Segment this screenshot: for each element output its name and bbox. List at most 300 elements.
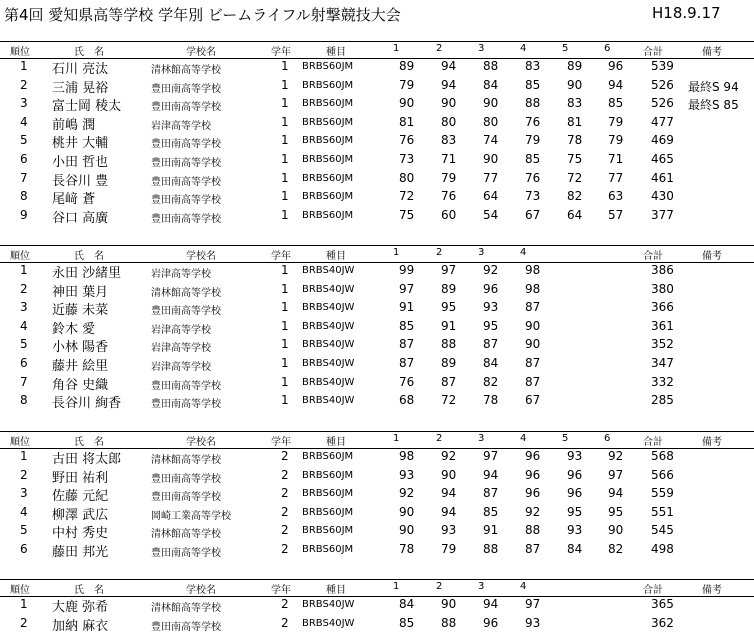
event-cell: BRBS60JM [302,506,354,518]
score-cell-4: 96 [525,449,541,463]
score-cell-3: 54 [483,207,499,222]
rank-cell: 7 [20,374,28,389]
school-cell: 豊田南高等学校 [151,548,221,559]
grade-cell: 1 [281,114,289,129]
score-cell-3: 87 [483,337,499,352]
grade-cell: 2 [281,597,289,611]
score-cell-1: 76 [399,133,415,148]
score-cell-3: 84 [483,356,499,370]
score-cell-3: 64 [483,189,499,204]
score-cell-5: 93 [567,449,583,463]
score-cell-5: 95 [567,504,583,519]
school-cell: 豊田南高等学校 [151,158,221,169]
header-round-4: 4 [520,433,527,444]
total-cell: 545 [651,523,674,538]
rank-cell: 1 [20,263,28,277]
score-cell-6: 71 [608,152,624,166]
header-total: 合計 [643,251,663,262]
name-cell: 近藤 未菜 [52,303,109,319]
event-cell: BRBS60JM [302,116,354,128]
school-cell: 清林館高等学校 [151,455,221,466]
score-cell-2: 90 [441,96,457,111]
score-cell-3: 95 [483,318,499,333]
school-cell: 豊田南高等学校 [151,176,221,188]
grade-cell: 1 [281,133,289,148]
score-cell-2: 93 [441,523,457,538]
header-round-4: 4 [520,581,527,592]
name-cell: 石川 亮汰 [52,62,109,77]
rank-cell: 5 [20,133,28,148]
score-cell-5: 96 [567,486,583,501]
name-cell: 長谷川 絢香 [52,396,122,412]
table-row [0,354,754,372]
score-cell-4: 87 [525,300,541,315]
score-cell-4: 96 [525,486,541,501]
total-cell: 430 [651,189,674,204]
grade-cell: 1 [281,263,289,277]
table-row [0,503,754,521]
header-rank: 順位 [10,251,30,262]
score-cell-5: 81 [567,114,583,129]
header-name: 氏 名 [74,585,104,596]
table-row [0,187,754,208]
score-cell-6: 57 [608,207,624,222]
score-cell-3: 77 [483,170,499,185]
score-cell-4: 97 [525,597,541,611]
header-round-2: 2 [436,247,443,258]
total-cell: 332 [651,374,674,389]
header-note: 備考 [702,585,722,596]
score-cell-4: 88 [525,523,541,538]
header-total: 合計 [643,47,663,58]
school-cell: 豊田南高等学校 [151,380,221,392]
total-cell: 362 [651,615,674,630]
score-cell-6: 95 [608,504,624,519]
score-cell-2: 94 [441,486,457,501]
score-cell-3: 97 [483,449,499,463]
rank-cell: 7 [20,170,28,185]
rank-cell: 8 [20,393,28,408]
header-round-3: 3 [478,433,485,444]
total-cell: 347 [651,356,674,370]
header-rank: 順位 [10,437,30,448]
school-cell: 豊田南高等学校 [151,213,221,225]
score-cell-4: 90 [525,318,541,333]
grade-cell: 1 [281,59,289,73]
score-cell-5: 72 [567,170,583,185]
table-row [0,373,754,391]
score-cell-1: 81 [399,114,415,129]
school-cell: 清林館高等学校 [151,529,221,541]
score-cell-5: 89 [567,59,583,73]
rank-cell: 4 [20,504,28,519]
score-cell-3: 87 [483,486,499,501]
header-round-1: 1 [393,43,400,54]
score-cell-1: 84 [399,597,415,611]
header-round-6: 6 [604,43,611,54]
name-cell: 谷口 高廣 [52,210,109,226]
score-cell-5: 82 [567,189,583,204]
score-cell-3: 78 [483,393,499,408]
score-cell-1: 79 [399,77,415,92]
table-row [0,614,754,632]
total-cell: 526 [651,77,674,92]
score-cell-4: 88 [525,96,541,111]
score-cell-1: 90 [399,96,415,111]
score-cell-5: 83 [567,96,583,111]
grade-cell: 2 [281,486,289,501]
rank-cell: 6 [20,356,28,370]
name-cell: 加納 麻衣 [52,618,109,634]
score-cell-1: 91 [399,300,415,315]
score-cell-4: 76 [525,114,541,129]
school-cell: 豊田南高等学校 [151,473,221,485]
table-row [0,76,754,94]
event-cell: BRBS60JM [302,451,354,462]
total-cell: 380 [651,281,674,296]
header-round-4: 4 [520,247,527,258]
grade-cell: 2 [281,449,289,463]
score-cell-1: 75 [399,207,415,222]
total-cell: 566 [651,467,674,482]
score-cell-4: 98 [525,281,541,296]
table-row [0,466,754,484]
score-cell-6: 94 [608,486,624,501]
school-cell: 豊田南高等学校 [151,139,221,151]
event-cell: BRBS60JM [302,79,354,91]
name-cell: 長谷川 豊 [52,173,109,189]
event-cell: BRBS40JW [302,283,355,295]
score-cell-1: 90 [399,523,415,538]
school-cell: 豊田南高等学校 [151,195,221,207]
event-cell: BRBS40JW [302,302,355,314]
rank-cell: 3 [20,300,28,315]
header-round-3: 3 [478,247,485,258]
table-row [0,521,754,542]
header-round-1: 1 [393,247,400,258]
score-cell-2: 79 [441,170,457,185]
header-round-3: 3 [478,581,485,592]
score-cell-5: 84 [567,542,583,556]
name-cell: 永田 沙緒里 [52,266,122,281]
score-cell-4: 87 [525,356,541,370]
school-cell: 豊田南高等学校 [151,492,221,504]
school-cell: 清林館高等学校 [151,287,221,299]
score-cell-2: 94 [441,77,457,92]
school-cell: 清林館高等学校 [151,65,221,76]
header-grade: 学年 [271,47,291,58]
name-cell: 古田 将太郎 [52,452,122,467]
header-grade: 学年 [271,585,291,596]
rank-cell: 2 [20,615,28,630]
score-cell-3: 91 [483,523,499,538]
table-row [0,335,754,356]
table-row [0,94,754,115]
score-cell-3: 92 [483,263,499,277]
table-row [0,131,754,152]
score-cell-1: 87 [399,337,415,352]
grade-cell: 2 [281,523,289,538]
name-cell: 桃井 大輔 [52,136,109,152]
score-cell-6: 79 [608,133,624,148]
grade-cell: 1 [281,318,289,333]
school-cell: 岩津高等学校 [151,120,211,132]
header-round-4: 4 [520,43,527,54]
score-cell-4: 73 [525,189,541,204]
score-cell-2: 90 [441,467,457,482]
score-cell-1: 80 [399,170,415,185]
header-school: 学校名 [186,251,216,262]
score-cell-2: 72 [441,393,457,408]
table-row [0,169,754,187]
total-cell: 559 [651,486,674,501]
event-cell: BRBS40JW [302,617,355,629]
table-row [0,261,754,279]
score-cell-3: 85 [483,504,499,519]
table-row [0,113,754,131]
header-round-6: 6 [604,433,611,444]
score-cell-6: 77 [608,170,624,185]
grade-cell: 1 [281,356,289,370]
score-cell-1: 85 [399,615,415,630]
header-round-5: 5 [562,433,569,444]
total-cell: 465 [651,152,674,166]
rank-cell: 1 [20,449,28,463]
score-cell-1: 97 [399,281,415,296]
score-cell-1: 73 [399,152,415,166]
total-cell: 365 [651,597,674,611]
score-cell-3: 90 [483,152,499,166]
rank-cell: 5 [20,337,28,352]
rank-cell: 1 [20,597,28,611]
score-cell-4: 85 [525,152,541,166]
score-cell-3: 84 [483,77,499,92]
header-note: 備考 [702,47,722,58]
header-name: 氏 名 [74,47,104,58]
rank-cell: 5 [20,523,28,538]
school-cell: 清林館高等学校 [151,603,221,614]
score-cell-6: 90 [608,523,624,538]
table-row [0,595,754,613]
total-cell: 526 [651,96,674,111]
rank-cell: 6 [20,152,28,166]
score-cell-1: 98 [399,449,415,463]
school-cell: 岩津高等学校 [151,269,211,280]
name-cell: 小田 哲也 [52,155,109,170]
score-cell-3: 88 [483,59,499,73]
event-cell: BRBS40JW [302,265,355,276]
name-cell: 藤井 絵里 [52,359,109,374]
score-cell-2: 94 [441,59,457,73]
name-cell: 柳澤 武広 [52,507,109,523]
event-cell: BRBS60JM [302,135,354,147]
score-cell-3: 96 [483,281,499,296]
event-cell: BRBS60JM [302,172,354,184]
score-cell-3: 94 [483,467,499,482]
header-name: 氏 名 [74,437,104,448]
table-row [0,447,754,465]
school-cell: 岩津高等学校 [151,343,211,355]
score-cell-1: 99 [399,263,415,277]
header-round-2: 2 [436,43,443,54]
score-cell-2: 89 [441,356,457,370]
name-cell: 尾﨑 蒼 [52,192,96,208]
table-row [0,484,754,505]
header-rank: 順位 [10,47,30,58]
header-round-2: 2 [436,433,443,444]
grade-cell: 1 [281,170,289,185]
school-cell: 豊田南高等学校 [151,102,221,114]
score-cell-1: 68 [399,393,415,408]
header-round-5: 5 [562,43,569,54]
score-cell-2: 87 [441,374,457,389]
grade-cell: 1 [281,337,289,352]
table-row [0,57,754,75]
score-cell-1: 87 [399,356,415,370]
header-event: 種目 [326,47,346,58]
event-cell: BRBS60JM [302,154,354,165]
event-cell: BRBS60JM [302,544,354,555]
total-cell: 386 [651,263,674,277]
header-school: 学校名 [186,585,216,596]
rank-cell: 1 [20,59,28,73]
table-row [0,317,754,335]
score-cell-6: 92 [608,449,624,463]
event-cell: BRBS60JM [302,61,354,72]
table-row [0,206,754,224]
score-cell-2: 71 [441,152,457,166]
header-total: 合計 [643,585,663,596]
event-cell: BRBS60JM [302,191,354,203]
header-grade: 学年 [271,251,291,262]
grade-cell: 2 [281,504,289,519]
total-cell: 352 [651,337,674,352]
header-school: 学校名 [186,437,216,448]
school-cell: 豊田南高等学校 [151,306,221,318]
rank-cell: 2 [20,467,28,482]
score-cell-6: 97 [608,467,624,482]
school-cell: 豊田南高等学校 [151,621,221,633]
header-round-3: 3 [478,43,485,54]
score-cell-5: 78 [567,133,583,148]
school-cell: 岩津高等学校 [151,362,211,373]
header-round-2: 2 [436,581,443,592]
score-cell-6: 94 [608,77,624,92]
score-cell-3: 93 [483,300,499,315]
total-cell: 551 [651,504,674,519]
event-cell: BRBS40JW [302,358,355,369]
rank-cell: 2 [20,77,28,92]
score-cell-6: 82 [608,542,624,556]
name-cell: 佐藤 元紀 [52,489,109,505]
score-cell-4: 79 [525,133,541,148]
score-cell-4: 85 [525,77,541,92]
score-cell-3: 88 [483,542,499,556]
total-cell: 469 [651,133,674,148]
score-cell-2: 83 [441,133,457,148]
score-cell-5: 93 [567,523,583,538]
name-cell: 神田 葉月 [52,284,109,300]
grade-cell: 1 [281,189,289,204]
total-cell: 539 [651,59,674,73]
header-school: 学校名 [186,47,216,58]
header-event: 種目 [326,585,346,596]
score-cell-5: 90 [567,77,583,92]
name-cell: 三浦 晃裕 [52,80,109,96]
header-event: 種目 [326,437,346,448]
event-cell: BRBS60JM [302,488,354,500]
event-cell: BRBS40JW [302,376,355,388]
score-cell-2: 89 [441,281,457,296]
score-cell-1: 78 [399,542,415,556]
rank-cell: 9 [20,207,28,222]
score-cell-2: 95 [441,300,457,315]
rank-cell: 3 [20,96,28,111]
note-cell: 最終S 85 [688,98,739,113]
table-row [0,150,754,168]
total-cell: 477 [651,114,674,129]
total-cell: 366 [651,300,674,315]
grade-cell: 1 [281,96,289,111]
header-name: 氏 名 [74,251,104,262]
grade-cell: 2 [281,615,289,630]
score-cell-6: 63 [608,189,624,204]
event-cell: BRBS40JW [302,320,355,332]
event-cell: BRBS40JW [302,599,355,610]
score-cell-2: 60 [441,207,457,222]
score-cell-3: 94 [483,597,499,611]
score-cell-1: 90 [399,504,415,519]
table-row [0,540,754,558]
score-cell-2: 90 [441,597,457,611]
school-cell: 岡崎工業高等学校 [151,510,231,522]
score-cell-3: 74 [483,133,499,148]
rank-cell: 8 [20,189,28,204]
score-cell-1: 92 [399,486,415,501]
school-cell: 豊田南高等学校 [151,83,221,95]
event-cell: BRBS60JM [302,469,354,481]
score-cell-2: 80 [441,114,457,129]
grade-cell: 1 [281,77,289,92]
event-cell: BRBS60JM [302,209,354,221]
score-cell-4: 87 [525,374,541,389]
rank-cell: 2 [20,281,28,296]
score-cell-4: 83 [525,59,541,73]
score-cell-2: 97 [441,263,457,277]
grade-cell: 2 [281,542,289,556]
name-cell: 角谷 史織 [52,377,109,393]
header-note: 備考 [702,437,722,448]
score-cell-1: 93 [399,467,415,482]
school-cell: 岩津高等学校 [151,324,211,336]
score-cell-3: 96 [483,615,499,630]
score-cell-4: 92 [525,504,541,519]
rank-cell: 3 [20,486,28,501]
table-row [0,391,754,412]
score-cell-3: 82 [483,374,499,389]
score-cell-5: 96 [567,467,583,482]
table-row [0,280,754,298]
score-cell-4: 98 [525,263,541,277]
score-cell-2: 88 [441,337,457,352]
header-total: 合計 [643,437,663,448]
grade-cell: 1 [281,207,289,222]
header-round-1: 1 [393,433,400,444]
score-cell-2: 88 [441,615,457,630]
event-cell: BRBS60JM [302,98,354,110]
header-rank: 順位 [10,585,30,596]
score-cell-6: 79 [608,114,624,129]
